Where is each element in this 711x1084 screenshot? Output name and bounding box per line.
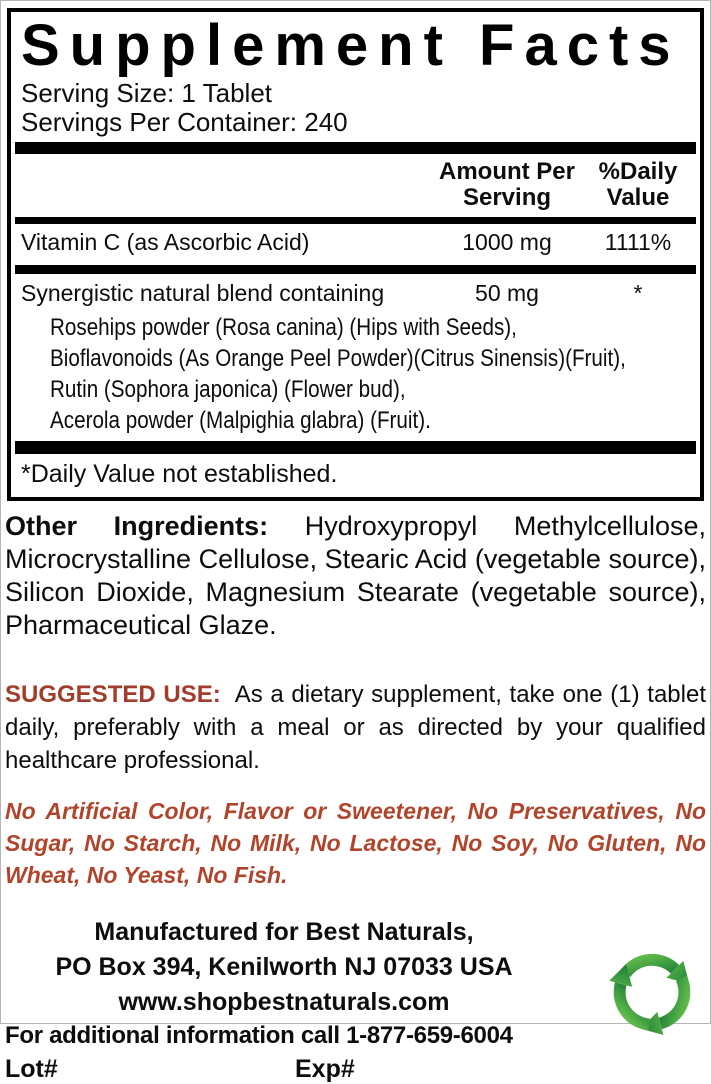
blend-components-list [50, 312, 690, 436]
medium-divider [15, 217, 696, 224]
thick-divider [15, 441, 696, 454]
nutrient-daily-value: 1111% [604, 229, 672, 256]
percent-daily-line1: %Daily [598, 158, 678, 186]
nutrient-row-blend [21, 274, 690, 312]
manufacturer-line: Manufactured for Best Naturals, [94, 918, 474, 947]
amount-per-serving-line1: Amount Per [438, 158, 575, 186]
daily-value-footnote: *Daily Value not established. [21, 460, 338, 489]
amount-per-serving-line2: Serving [462, 184, 552, 212]
facts-header-row [21, 154, 690, 214]
blend-component-rosehips: Rosehips powder (Rosa canina) (Hips with Seeds), [50, 314, 517, 342]
exp-label: Exp# [295, 1055, 355, 1084]
blend-component-rutin: Rutin (Sophora japonica) (Flower bud), [50, 376, 406, 404]
panel-title: Supplement Facts [21, 13, 681, 78]
supplement-facts-panel [7, 8, 704, 501]
manufacturer-address: PO Box 394, Kenilworth NJ 07033 USA [55, 953, 513, 982]
thick-divider [15, 265, 696, 274]
lot-exp-row [1, 1055, 710, 1084]
nutrient-row-vitamin-c [21, 224, 690, 261]
recycle-icon [598, 929, 706, 1051]
suggested-use-paragraph [5, 678, 706, 777]
suggested-use-heading: SUGGESTED USE: [5, 681, 221, 709]
other-ingredients-text: Hydroxypropyl Methylcellulose, Microcrystalline Cellulose, Stearic Acid (vegetable source), Silicon Dioxide, Magnesium Stearate (vegetable source), Pharmaceutical Glaze. [5, 511, 706, 641]
blend-name: Synergistic natural blend containing [21, 280, 385, 307]
lot-label: Lot# [5, 1055, 58, 1084]
serving-size-text: Serving Size: 1 Tablet [21, 78, 272, 109]
thick-divider [15, 142, 696, 154]
allergen-free-note: No Artificial Color, Flavor or Sweetener, No Preservatives, No Sugar, No Starch, No Milk, No Lactose, No Soy, No Gluten, No Wheat, No Yeast, No Fish. [5, 798, 706, 889]
amount-per-serving-header [428, 159, 586, 211]
blend-component-bioflavonoids: Bioflavonoids (As Orange Peel Powder)(Citrus Sinensis)(Fruit), [50, 345, 626, 373]
manufacturer-block [1, 915, 567, 1020]
blend-component-acerola: Acerola powder (Malpighia glabra) (Fruit). [50, 407, 431, 435]
other-ingredients-paragraph [5, 510, 706, 642]
percent-daily-value-header [586, 159, 690, 211]
blend-amount: 50 mg [475, 280, 539, 307]
suggested-use-text: As a dietary supplement, take one (1) tablet daily, preferably with a meal or as directed by your qualified healthcare professional. [5, 681, 706, 775]
nutrient-name: Vitamin C (as Ascorbic Acid) [21, 229, 310, 256]
nutrient-amount: 1000 mg [462, 229, 552, 256]
blend-daily-value: * [633, 280, 643, 307]
other-ingredients-heading: Other Ingredients: [5, 511, 269, 542]
website-text: www.shopbestnaturals.com [118, 988, 450, 1017]
percent-daily-line2: Value [606, 184, 670, 212]
servings-per-container-text: Servings Per Container: 240 [21, 107, 348, 138]
contact-line: For additional information call 1-877-659-6004 [5, 1022, 513, 1050]
footer [1, 915, 710, 1084]
